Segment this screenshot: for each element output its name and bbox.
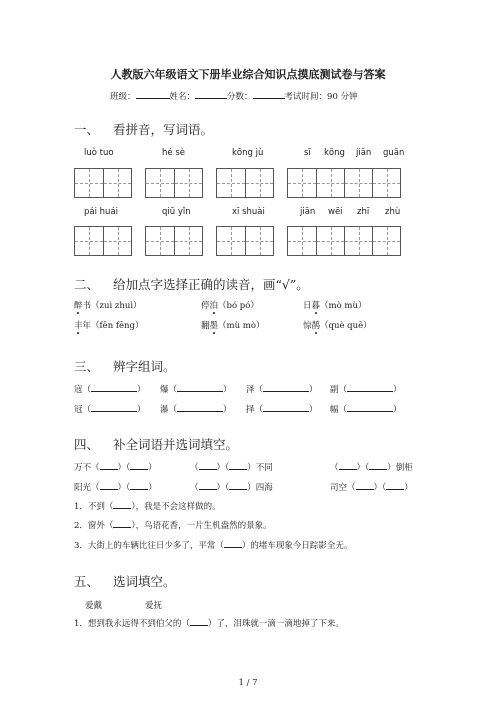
pinyin-label: jiān [356,148,372,158]
time-label: 考试时间：90 分钟 [284,92,358,102]
fill-question-2[interactable]: 2．窗外（ ），鸟语花香，一片生机盎然的景象。 [74,521,272,531]
pinyin-label: zhī [357,207,370,217]
idiom-row[interactable]: 万不（ ）（ ） [74,463,157,473]
section-number: 四、 [74,437,100,452]
section-2-heading [74,275,309,293]
pinyin-label: sī [304,148,311,158]
idiom-row[interactable]: （ ）（ ）四海 [190,483,273,493]
fill-question-3[interactable]: 3．大街上的车辆比往日少多了，平常（ ）的堵车现象今日踪影全无。 [74,541,353,551]
idiom-row[interactable]: 司空（ ）（ ） [330,483,413,493]
pinyin-label: wēi [328,207,343,217]
reading-choice-item[interactable]: 日暮（mò mù） [303,301,367,311]
writing-grid[interactable] [287,168,401,198]
section-4-heading [74,435,238,453]
class-blank[interactable] [136,90,170,99]
writing-grid[interactable] [145,226,203,256]
idiom-row[interactable]: 阳光（ ）（ ） [74,483,157,493]
pinyin-label: xī shuài [232,207,265,217]
section-title: 给加点字选择正确的读音，画“√”。 [113,277,309,292]
pinyin-label: jiān [300,207,316,217]
section-title: 选词填空。 [113,574,176,589]
section-1-heading [74,120,213,138]
pinyin-label: pái huái [84,207,119,217]
reading-choice-item[interactable]: 停泊（bó pó） [201,301,259,311]
score-blank[interactable] [253,90,285,99]
section-5-heading [74,572,176,590]
reading-choice-item[interactable]: 丰年（fēn fēng） [74,321,144,331]
word-group-item[interactable]: 泽（ ） [246,385,318,395]
pinyin-label: hé sè [162,148,185,158]
writing-grid[interactable] [216,226,274,256]
pinyin-label: qiū yǐn [162,207,191,217]
fill-question-1[interactable]: 1．不到（ ），我是不会这样做的。 [74,502,221,512]
idiom-row[interactable]: （ ）（ ）不同 [190,463,273,473]
word-group-item[interactable]: 爆（ ） [160,385,232,395]
section-3-heading [74,357,176,375]
section-number: 一、 [74,122,100,137]
pinyin-label: luò tuo [84,148,114,158]
word-group-item[interactable]: 择（ ） [246,405,318,415]
reading-choice-item[interactable]: 惊鹊（què quē） [303,321,372,331]
writing-grid[interactable] [216,168,274,198]
word-group-item[interactable]: 瀑（ ） [160,405,232,415]
page-title: 人教版六年级语文下册毕业综合知识点摸底测试卷与答案 [110,68,386,81]
section-number: 二、 [74,277,100,292]
fill-question-5-1[interactable]: 1．想到我永远得不到伯父的（ ）了，泪珠就一滴一滴地掉了下来。 [74,619,344,629]
section-title: 补全词语并选词填空。 [113,437,239,452]
pinyin-label: zhù [385,207,401,217]
word-option: 爱抚 [145,601,163,611]
reading-choice-item[interactable]: 翻墨（mù mò） [201,321,265,331]
section-title: 看拼音，写词语。 [113,122,214,137]
class-label: 班级： [110,92,136,102]
pinyin-label: guān [383,148,405,158]
name-label: 姓名： [169,92,196,102]
word-group-item[interactable]: 寇（ ） [74,385,146,395]
word-group-item[interactable]: 幅（ ） [330,405,402,415]
student-info-line [110,90,358,102]
word-option: 爱戴 [85,601,103,611]
writing-grid[interactable] [145,168,203,198]
word-group-item[interactable]: 冠（ ） [74,405,146,415]
writing-grid[interactable] [74,168,132,198]
section-title: 辨字组词。 [113,359,176,374]
reading-choice-item[interactable]: 醉书（zuì zhuì） [74,301,142,311]
pinyin-label: kōng jù [232,148,264,158]
writing-grid[interactable] [74,226,132,256]
pinyin-label: kōng [324,148,345,158]
section-number: 五、 [74,574,100,589]
page-number: 1 / 7 [238,678,258,688]
word-group-item[interactable]: 副（ ） [330,385,402,395]
score-label: 分数： [227,92,253,102]
idiom-row[interactable]: （ ）（ ）倒柜 [330,463,413,473]
section-number: 三、 [74,359,100,374]
name-blank[interactable] [195,90,227,99]
writing-grid[interactable] [287,226,401,256]
